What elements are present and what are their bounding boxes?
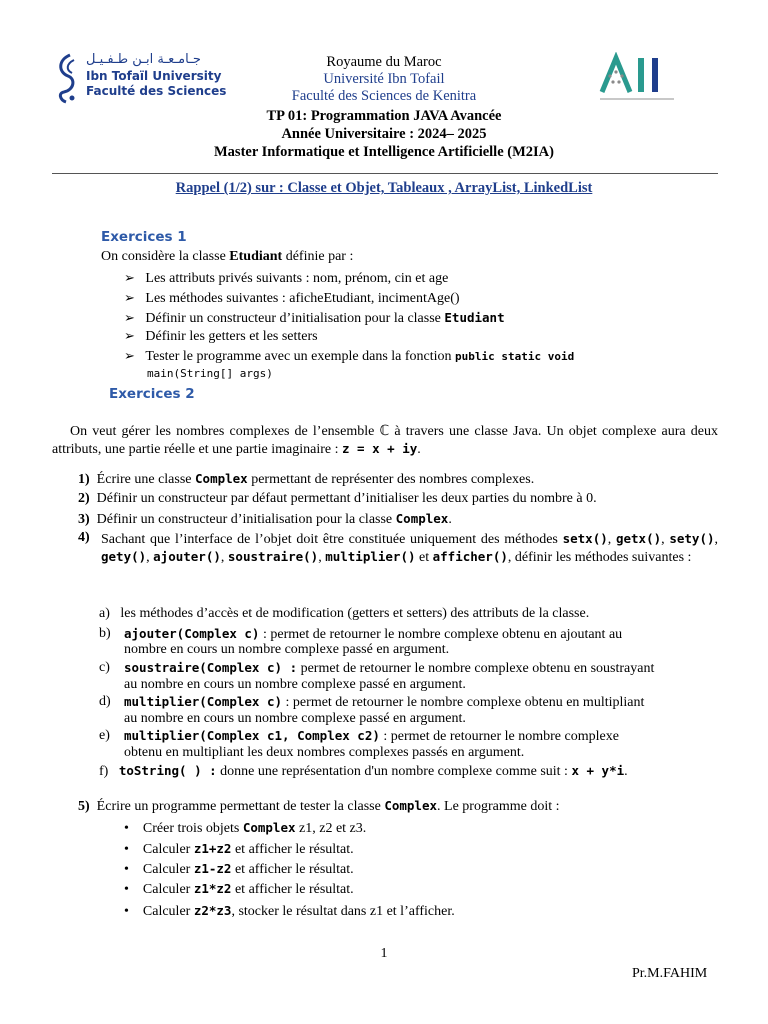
code-multiplier2-sig: multiplier(Complex c1, Complex c2) — [124, 728, 380, 743]
intro-text-end: définie par : — [282, 249, 354, 264]
bullet-text: Créer trois objets — [142, 821, 243, 836]
header-university: Université Ibn Tofail — [323, 71, 445, 87]
sub-text: donne une représentation d'un nombre complexe comme suit : — [216, 764, 572, 779]
sub-c-line1 — [124, 660, 654, 677]
bullet-text: z1, z2 et z3. — [295, 821, 367, 836]
sub-text: les méthodes d’accès et de modification (getters et setters) des attributs de la classe. — [120, 606, 590, 621]
q5-bullet-2 — [124, 841, 354, 858]
sub-text: : permet de retourner le nombre complexe obtenu en ajoutant au — [259, 627, 623, 642]
ex1-bullet-2 — [124, 290, 460, 307]
item-number: 3) — [78, 512, 90, 527]
sep: et — [415, 550, 433, 565]
code-expr: z2*z3 — [193, 903, 232, 918]
arrow-bullet-icon: ➢ — [124, 328, 135, 343]
code-getx: getx() — [615, 531, 662, 546]
code-tostring: toString( ) : — [118, 763, 217, 778]
sub-c-line2: au nombre en cours un nombre complexe passé en argument. — [124, 677, 466, 692]
sep: , définir les — [507, 550, 572, 565]
ex1-bullet-5 — [124, 348, 574, 365]
ex1-bullet-4 — [124, 328, 318, 345]
header-divider — [52, 173, 718, 174]
sub-e-label: e) — [99, 728, 110, 743]
sub-b-label: b) — [99, 626, 111, 641]
bullet-text: et afficher le résultat. — [231, 882, 354, 897]
code-complex: Complex — [384, 798, 438, 813]
sub-b-line1 — [124, 626, 622, 643]
sep: , — [714, 532, 719, 547]
code-main-args: main(String[] args) — [147, 367, 273, 380]
bullet-text: Définir un constructeur d’initialisation pour la classe — [145, 311, 445, 326]
code-complex: Complex — [242, 820, 296, 835]
q1-item — [78, 471, 534, 488]
sub-b-line2: nombre en cours un nombre complexe passé en argument. — [124, 642, 450, 657]
sub-d-label: d) — [99, 694, 111, 709]
code-z: z = x + iy — [342, 441, 418, 456]
sub-a — [99, 606, 589, 622]
sep: , — [220, 550, 228, 565]
sub-text: : permet de retourner le nombre complexe — [379, 729, 619, 744]
item-text: Définir un constructeur d’initialisation pour la classe — [96, 512, 396, 527]
sub-d-line2: au nombre en cours un nombre complexe passé en argument. — [124, 711, 466, 726]
sep: , — [607, 532, 616, 547]
ex1-bullet-1 — [124, 270, 448, 287]
intro-text: On veut gérer les nombres complexes de l’ensemble ℂ à travers une classe Java. Un objet complexe aura deux attributs, une partie réelle et une partie imaginaire : — [52, 424, 718, 457]
item-number: 4) — [78, 530, 90, 545]
code-main-signature: public static void — [455, 350, 575, 363]
bullet-text: Calculer — [142, 842, 194, 857]
bullet-dot-icon: • — [124, 862, 129, 877]
class-name: Etudiant — [229, 249, 283, 264]
bullet-text: Calculer — [142, 862, 194, 877]
q4-item-text — [101, 530, 718, 566]
sub-label: a) — [99, 606, 110, 621]
sub-text-end: . — [624, 764, 628, 779]
bullet-text: Calculer — [142, 904, 194, 919]
header-faculty: Faculté des Sciences de Kenitra — [291, 88, 477, 104]
bullet-text: Les méthodes suivantes : aficheEtudiant, incimentAge() — [145, 291, 460, 306]
bullet-text: Calculer — [142, 882, 194, 897]
header-tp-title: TP 01: Programmation JAVA Avancée — [266, 108, 502, 124]
q3-item — [78, 511, 452, 528]
arrow-bullet-icon: ➢ — [124, 310, 135, 325]
code-sety: sety() — [669, 531, 715, 546]
code-multiplier: multiplier() — [325, 549, 416, 564]
q4-item-number — [78, 530, 90, 546]
exercise-2-heading: Exercices 2 — [109, 386, 195, 402]
faculty-name-logo: Faculté des Sciences — [86, 84, 227, 98]
code-complex: Complex — [195, 471, 248, 486]
code-ajouter-sig: ajouter(Complex c) — [124, 626, 260, 641]
ex1-bullet-3 — [124, 310, 505, 327]
rappel-title: Rappel (1/2) sur : Classe et Objet, Tableaux , ArrayList, LinkedList — [175, 180, 593, 196]
bullet-dot-icon: • — [124, 842, 129, 857]
code-complex: Complex — [395, 511, 449, 526]
university-arabic-name: جـامـعـة ابـن طـفـيـل — [86, 52, 201, 67]
code-expr: z1*z2 — [193, 881, 232, 896]
exercise-1-intro — [101, 249, 353, 265]
intro-text: On considère la classe — [101, 249, 230, 264]
q5-item — [78, 798, 559, 815]
sep: , — [146, 550, 154, 565]
header-master: Master Informatique et Intelligence Artificielle (M2IA) — [214, 144, 554, 160]
sub-c-label: c) — [99, 660, 110, 675]
bullet-dot-icon: • — [124, 882, 129, 897]
q5-bullet-4 — [124, 881, 354, 898]
exercise-1-heading: Exercices 1 — [101, 229, 187, 245]
code-setx: setx() — [562, 531, 608, 546]
item-text: permettant de représenter des nombres complexes. — [247, 472, 535, 487]
item-number: 5) — [78, 799, 90, 814]
bullet-text: Définir les getters et les setters — [145, 329, 318, 344]
q5-bullet-3 — [124, 861, 354, 878]
sep: , — [661, 532, 665, 547]
page-number: 1 — [380, 946, 388, 961]
sub-d-line1 — [124, 694, 644, 711]
bullet-text: Les attributs privés suivants : nom, prénom, cin et age — [145, 271, 449, 286]
item-text: Définir un constructeur par défaut permettant d’initialiser les deux parties du nombre à 0. — [96, 491, 597, 506]
sep: , — [318, 550, 326, 565]
item-text: Écrire une classe — [96, 472, 196, 487]
sub-e-line2: obtenu en multipliant les deux nombres complexes passés en argument. — [124, 745, 525, 760]
q5-bullet-5 — [124, 903, 455, 920]
arrow-bullet-icon: ➢ — [124, 348, 135, 363]
code-multiplier-sig: multiplier(Complex c) — [124, 694, 283, 709]
item-number: 1) — [78, 472, 90, 487]
university-english-name: Ibn Tofaïl University — [86, 69, 222, 83]
item-number: 2) — [78, 491, 90, 506]
arrow-bullet-icon: ➢ — [124, 270, 135, 285]
code-etudiant: Etudiant — [444, 310, 505, 325]
code-expr: z1+z2 — [193, 841, 232, 856]
bullet-dot-icon: • — [124, 821, 129, 836]
header-year: Année Universitaire : 2024– 2025 — [281, 126, 487, 142]
code-gety: gety() — [101, 549, 147, 564]
bullet-text: et afficher le résultat. — [231, 842, 354, 857]
exercise-2-intro — [52, 423, 718, 458]
bullet-text: et afficher le résultat. — [231, 862, 354, 877]
item-text: . Le programme doit : — [437, 799, 560, 814]
item-text: . — [448, 512, 452, 527]
item-text: Sachant que l’interface de l’objet doit être constituée uniquement des méthodes — [101, 532, 563, 547]
bullet-text: , stocker le résultat dans z1 et l’afficher. — [231, 904, 455, 919]
header-kingdom: Royaume du Maroc — [326, 54, 442, 70]
sub-e-line1 — [124, 728, 619, 745]
code-ajouter: ajouter() — [153, 549, 221, 564]
sub-text: permet de retourner le nombre complexe obtenu en soustrayant — [297, 661, 655, 676]
q2-item — [78, 491, 597, 507]
item-text: Écrire un programme permettant de tester la classe — [96, 799, 385, 814]
sub-label: f) — [99, 764, 109, 779]
sub-f — [99, 763, 628, 780]
code-soustraire-sig: soustraire(Complex c) : — [124, 660, 298, 675]
sub-text: : permet de retourner le nombre complexe obtenu en multipliant — [282, 695, 645, 710]
q5-bullet-1 — [124, 820, 366, 837]
code-format: x + y*i — [571, 763, 625, 778]
author: Pr.M.FAHIM — [632, 966, 708, 981]
intro-end: . — [417, 442, 421, 457]
code-soustraire: soustraire() — [227, 549, 319, 564]
item-text: méthodes suivantes : — [574, 550, 692, 565]
bullet-dot-icon: • — [124, 904, 129, 919]
code-afficher: afficher() — [432, 549, 508, 564]
arrow-bullet-icon: ➢ — [124, 290, 135, 305]
code-expr: z1-z2 — [193, 861, 232, 876]
bullet-text: Tester le programme avec un exemple dans la fonction — [145, 349, 456, 364]
